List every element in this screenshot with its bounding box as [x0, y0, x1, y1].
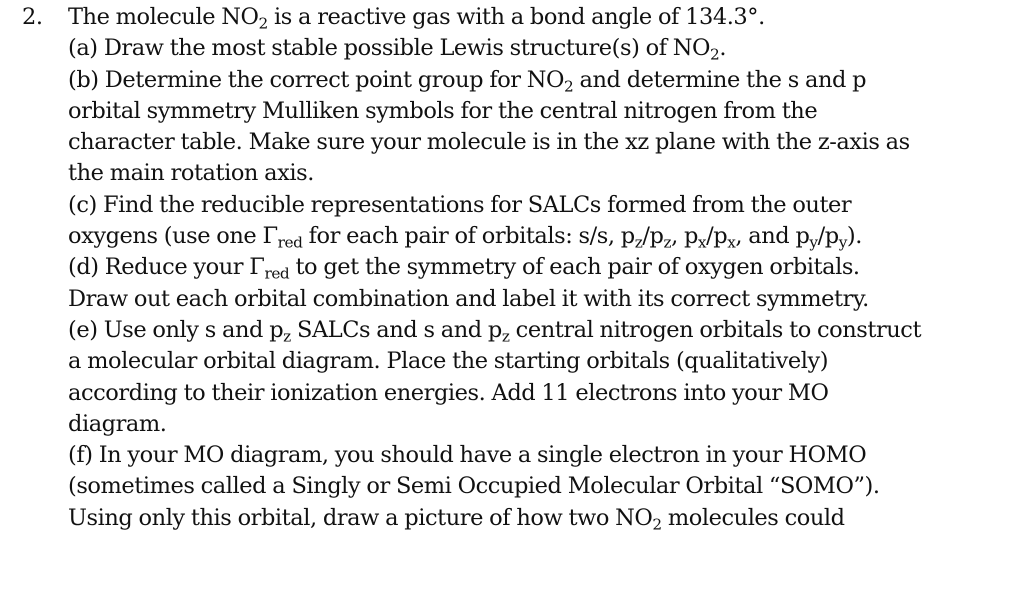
question-line: [22, 65, 1012, 96]
subscript: z: [634, 233, 643, 252]
subscript: x: [697, 233, 707, 252]
text-run: /p: [817, 223, 839, 250]
subscript: y: [809, 233, 818, 252]
text-run: (d) Reduce your Γ: [68, 254, 265, 281]
text-run: .: [719, 35, 727, 62]
text-run: SALCs and s and p: [290, 316, 502, 343]
text-run: according to their ionization energies. Add 11 electrons into your MO: [68, 379, 829, 406]
subscript: 2: [564, 76, 574, 95]
text-run: (c) Find the reducible representations for SALCs formed from the outer: [68, 191, 852, 218]
question-line: [22, 409, 1012, 440]
text-run: and determine the s and p: [573, 66, 867, 93]
text-run: molecules could: [661, 504, 845, 531]
text-run: , and p: [735, 223, 810, 250]
question-line: [22, 378, 1012, 409]
question-line: [22, 96, 1012, 127]
subscript: red: [264, 264, 290, 283]
question-line: [22, 471, 1012, 502]
question-line: [22, 127, 1012, 158]
question-line: [22, 33, 1012, 64]
text-run: (e) Use only s and p: [68, 316, 284, 343]
text-run: , p: [671, 223, 698, 250]
subscript: z: [663, 233, 672, 252]
text-run: (f) In your MO diagram, you should have a single electron in your HOMO: [68, 442, 867, 469]
question-text: [22, 2, 1012, 534]
text-run: diagram.: [68, 410, 167, 437]
text-run: for each pair of orbitals: s/s, p: [302, 223, 635, 250]
subscript: z: [283, 327, 291, 346]
subscript: red: [277, 233, 303, 252]
text-run: the main rotation axis.: [68, 160, 314, 187]
question-line: [22, 252, 1012, 283]
subscript: 2: [710, 45, 720, 64]
question-2: [22, 2, 1012, 534]
text-run: The molecule NO: [68, 4, 259, 30]
text-run: (sometimes called a Singly or Semi Occupied Molecular Orbital “SOMO”).: [68, 473, 880, 500]
text-run: character table. Make sure your molecule is in the xz plane with the z-axis as: [68, 129, 910, 156]
question-line: [22, 315, 1012, 346]
question-line: [22, 221, 1012, 252]
text-run: /p: [642, 223, 664, 250]
question-number: 2.: [22, 4, 43, 30]
text-run: to get the symmetry of each pair of oxygen orbitals.: [289, 254, 860, 281]
text-run: /p: [706, 223, 728, 250]
subscript: 2: [652, 515, 662, 534]
text-run: Using only this orbital, draw a picture of how two NO: [68, 504, 653, 531]
question-line: [22, 158, 1012, 189]
subscript: 2: [258, 14, 268, 33]
text-run: orbital symmetry Mulliken symbols for the central nitrogen from the: [68, 97, 818, 124]
text-run: central nitrogen orbitals to construct: [509, 316, 922, 343]
question-line: [22, 2, 1012, 33]
text-run: ).: [846, 223, 862, 250]
question-line: [22, 190, 1012, 221]
question-line: [22, 440, 1012, 471]
text-run: oxygens (use one Γ: [68, 223, 278, 250]
text-run: (a) Draw the most stable possible Lewis structure(s) of NO: [68, 35, 711, 62]
subscript: y: [838, 233, 847, 252]
subscript: z: [501, 327, 510, 346]
subscript: x: [727, 233, 736, 252]
text-run: is a reactive gas with a bond angle of 134.3°.: [267, 4, 765, 30]
text-run: (b) Determine the correct point group for NO: [68, 66, 565, 93]
question-line: [22, 503, 1012, 534]
question-line: [22, 284, 1012, 315]
text-run: Draw out each orbital combination and label it with its correct symmetry.: [68, 285, 869, 312]
text-run: a molecular orbital diagram. Place the starting orbitals (qualitatively): [68, 348, 829, 375]
question-line: [22, 346, 1012, 377]
